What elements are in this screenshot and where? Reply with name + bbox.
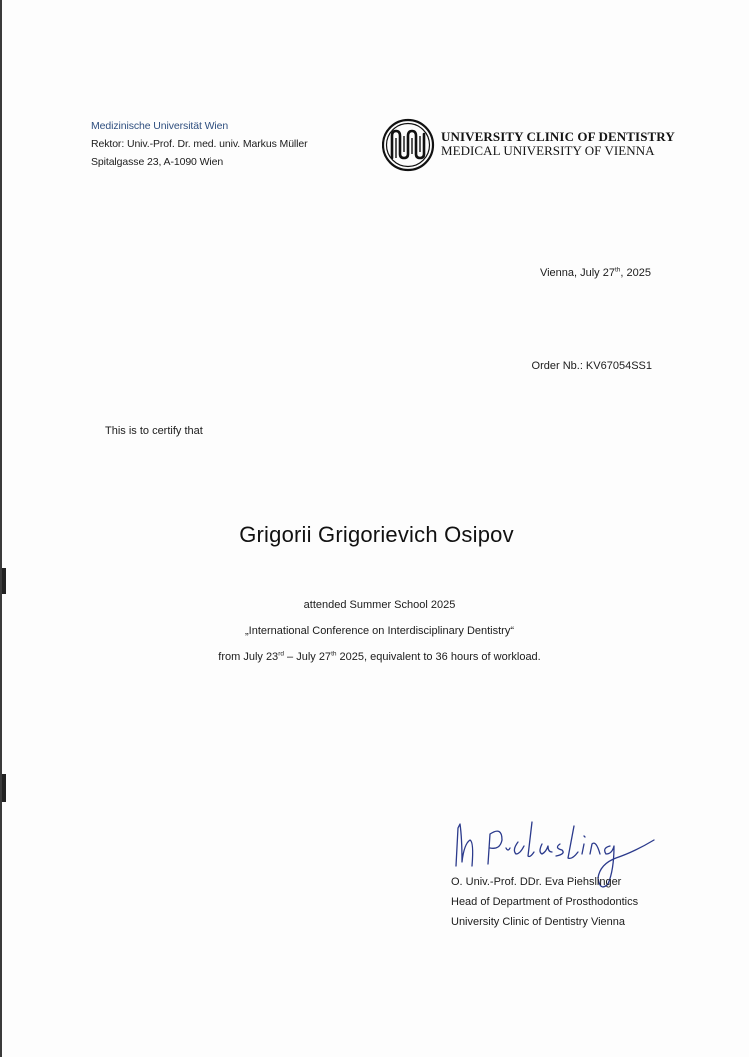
logo-line-clinic: UNIVERSITY CLINIC OF DENTISTRY <box>441 129 675 144</box>
signatory-name: O. Univ.-Prof. DDr. Eva Piehslinger <box>451 876 622 888</box>
sender-address: Spitalgasse 23, A-1090 Wien <box>91 156 224 168</box>
order-number: Order Nb.: KV67054SS1 <box>531 360 652 372</box>
sender-block <box>91 117 308 171</box>
scan-edge-mark <box>2 568 6 594</box>
conference-title: „International Conference on Interdisciplinary Dentistry“ <box>244 625 515 637</box>
university-emblem-icon <box>382 118 436 172</box>
signatory-institution: University Clinic of Dentistry Vienna <box>451 916 626 928</box>
sender-university: Medizinische Universität Wien <box>91 120 229 132</box>
logo-line-university: MEDICAL UNIVERSITY OF VIENNA <box>441 143 655 158</box>
duration-line: from July 23rd – July 27th 2025, equivalent to 36 hours of workload. <box>218 650 541 663</box>
signatory-title: Head of Department of Prosthodontics <box>451 896 639 908</box>
clinic-logo <box>382 118 682 172</box>
scan-edge-mark <box>2 774 6 802</box>
certify-statement: This is to certify that <box>105 425 203 437</box>
issue-date: Vienna, July 27th, 2025 <box>539 266 651 279</box>
attendance-line: attended Summer School 2025 <box>303 599 456 611</box>
recipient-name: Grigorii Grigorievich Osipov <box>239 522 514 547</box>
sender-rector: Rektor: Univ.-Prof. Dr. med. univ. Markus Müller <box>91 138 308 150</box>
signatory-block <box>451 872 638 932</box>
